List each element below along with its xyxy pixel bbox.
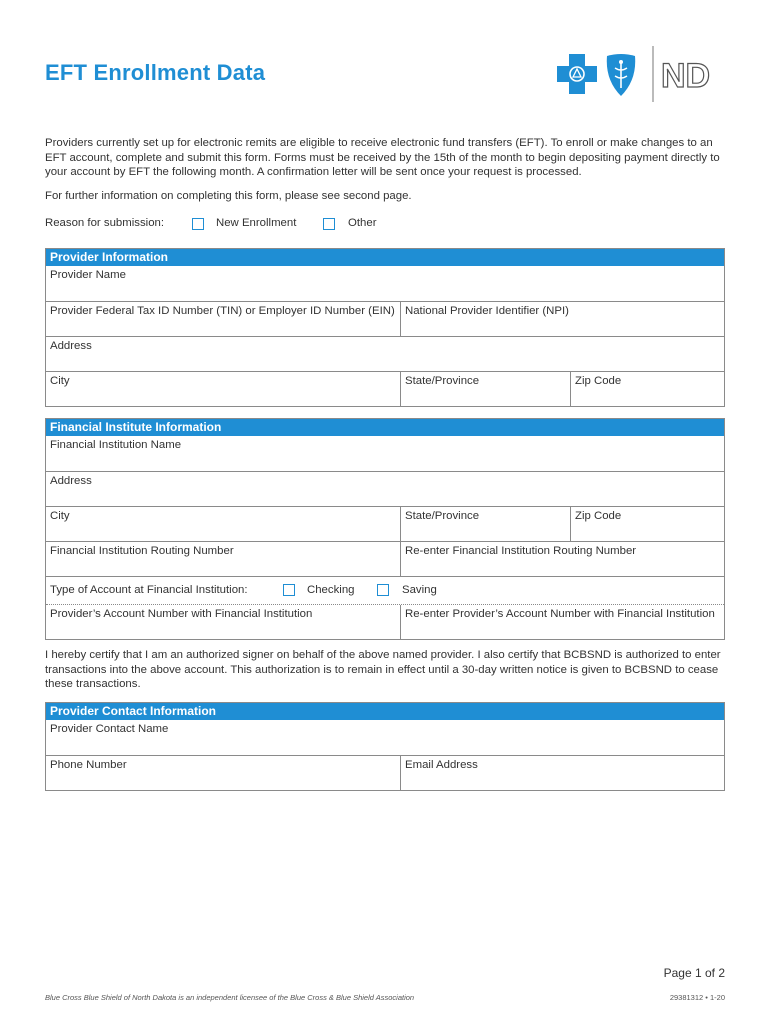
page-title: EFT Enrollment Data (45, 60, 266, 85)
page-number: Page 1 of 2 (663, 966, 725, 980)
other-checkbox[interactable] (323, 218, 335, 230)
phone-number-field[interactable] (46, 756, 400, 790)
reason-for-submission (45, 217, 725, 233)
provider-city-label: City (50, 375, 70, 387)
routing-reenter-label: Re-enter Financial Institution Routing Number (405, 545, 637, 557)
institution-zip-field[interactable] (570, 507, 724, 541)
saving-label: Saving (402, 584, 437, 596)
institution-state-label: State/Province (405, 510, 480, 522)
new-enrollment-checkbox[interactable] (192, 218, 204, 230)
provider-zip-label: Zip Code (575, 375, 622, 387)
financial-info-heading: Financial Institute Information (46, 419, 724, 436)
provider-state-label: State/Province (405, 375, 480, 387)
phone-number-label: Phone Number (50, 759, 127, 771)
institution-state-field[interactable] (400, 507, 570, 541)
tin-field[interactable] (46, 302, 400, 336)
contact-info-heading: Provider Contact Information (46, 703, 724, 720)
institution-name-label: Financial Institution Name (50, 439, 182, 451)
intro-paragraph: Providers currently set up for electronic remits are eligible to receive electronic fund transfers (EFT). To enroll or make changes to an EFT account, complete and submit this form. Forms must be received by the 15th of the month to begin depositing payment directly to your account by EFT the following month. A confirmation letter will be sent once your request is processed. (45, 137, 720, 178)
institution-address-label: Address (50, 475, 92, 487)
account-number-reenter-label: Re-enter Provider’s Account Number with Financial Institution (405, 608, 715, 620)
further-info-text: For further information on completing this form, please see second page. (45, 190, 412, 202)
tin-label: Provider Federal Tax ID Number (TIN) or Employer ID Number (EIN) (50, 305, 395, 317)
logo-nd-text: ND (661, 57, 711, 95)
contact-name-label: Provider Contact Name (50, 723, 169, 735)
email-address-field[interactable] (400, 756, 724, 790)
other-label: Other (348, 217, 377, 229)
provider-name-field[interactable] (46, 266, 724, 301)
contact-name-field[interactable] (46, 720, 724, 755)
institution-zip-label: Zip Code (575, 510, 622, 522)
provider-zip-field[interactable] (570, 372, 724, 406)
institution-city-field[interactable] (46, 507, 400, 541)
checking-checkbox[interactable] (283, 584, 295, 596)
saving-checkbox[interactable] (377, 584, 389, 596)
blue-cross-icon (557, 54, 597, 94)
provider-address-label: Address (50, 340, 92, 352)
checking-label: Checking (307, 584, 355, 596)
routing-number-field[interactable] (46, 542, 400, 576)
financial-info-section (45, 418, 725, 640)
contact-info-section (45, 702, 725, 791)
new-enrollment-label: New Enrollment (216, 217, 297, 229)
npi-label: National Provider Identifier (NPI) (405, 305, 569, 317)
institution-city-label: City (50, 510, 70, 522)
routing-reenter-field[interactable] (400, 542, 724, 576)
provider-city-field[interactable] (46, 372, 400, 406)
institution-address-field[interactable] (46, 472, 724, 506)
routing-number-label: Financial Institution Routing Number (50, 545, 234, 557)
provider-address-field[interactable] (46, 337, 724, 371)
account-number-reenter-field[interactable] (400, 605, 724, 639)
provider-name-label: Provider Name (50, 269, 126, 281)
email-address-label: Email Address (405, 759, 478, 771)
footer-disclaimer: Blue Cross Blue Shield of North Dakota is an independent licensee of the Blue Cross & Blue Shield Association (45, 993, 415, 1002)
provider-state-field[interactable] (400, 372, 570, 406)
npi-field[interactable] (400, 302, 724, 336)
provider-info-section (45, 248, 725, 407)
institution-name-field[interactable] (46, 436, 724, 471)
account-type-label: Type of Account at Financial Institution: (50, 584, 248, 596)
certification-text: I hereby certify that I am an authorized signer on behalf of the above named provider. I also certify that BCBSND is authorized to enter transactions into the above account. This authorization is to remain in effect until a 30-day written notice is given to BCBSND to cease these transactions. (45, 649, 721, 690)
reason-label: Reason for submission: (45, 217, 165, 229)
form-number: 29381312 • 1-20 (669, 993, 725, 1002)
provider-info-heading: Provider Information (46, 249, 724, 266)
account-number-field[interactable] (46, 605, 400, 639)
account-type-row (46, 577, 724, 604)
account-number-label: Provider’s Account Number with Financial Institution (50, 608, 313, 620)
bcbs-logo (555, 44, 730, 104)
